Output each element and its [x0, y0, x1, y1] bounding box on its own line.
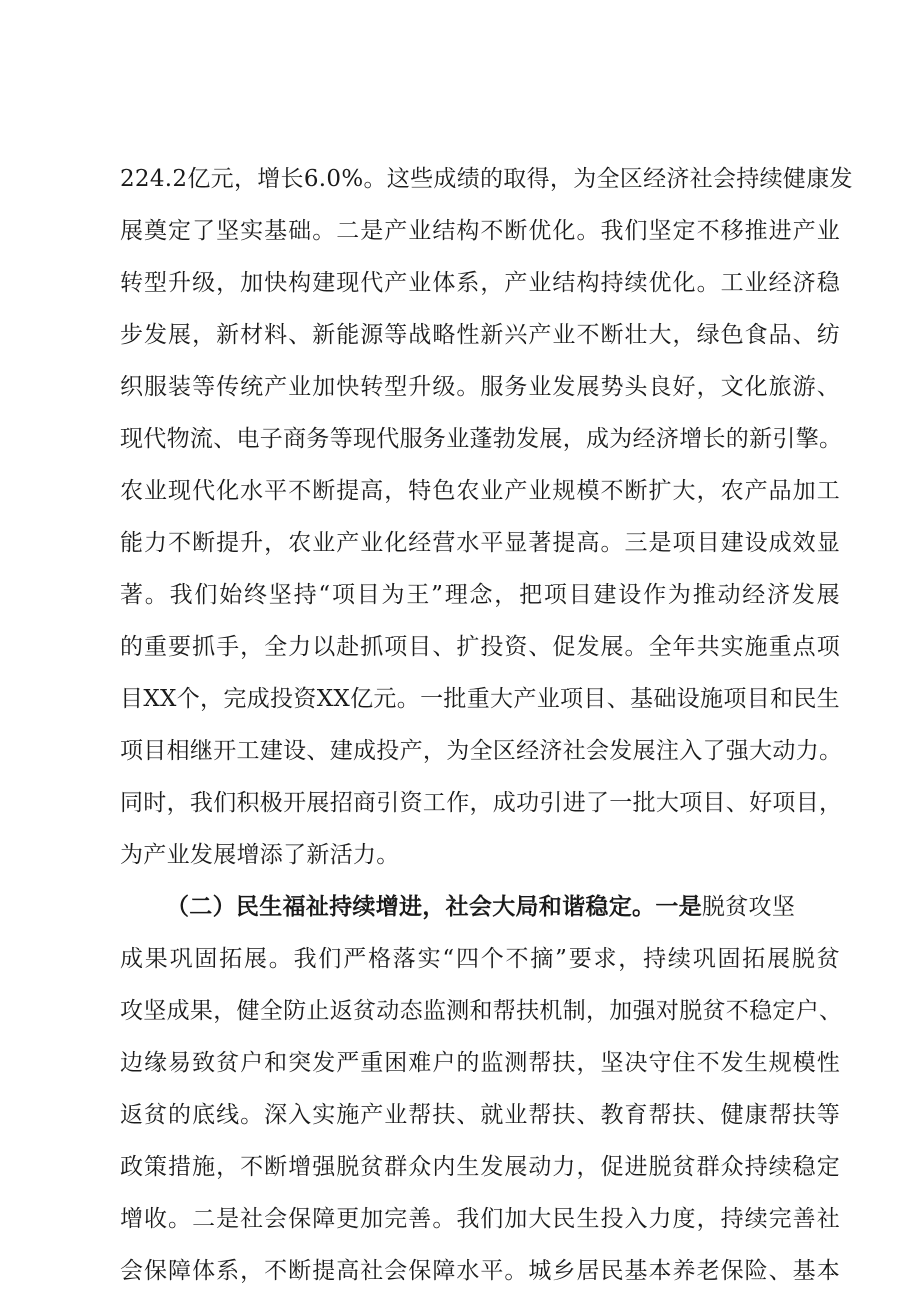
- paragraph-line: 成果巩固拓展。我们严格落实“四个不摘”要求，持续巩固拓展脱贫: [120, 946, 840, 972]
- section-heading-rest: 脱贫攻坚: [701, 894, 796, 920]
- section-lead: 一是: [655, 893, 702, 920]
- paragraph-line: 能力不断提升，农业产业化经营水平显著提高。三是项目建设成效显: [120, 530, 840, 556]
- line-text: 亿元，增长6.0%。这些成绩的取得，为全区经济社会持续健康发: [187, 166, 853, 192]
- section-heading-line: [166, 887, 840, 927]
- paragraph-line: 同时，我们积极开展招商引资工作，成功引进了一批大项目、好项目，: [120, 790, 843, 816]
- paragraph-line: 目XX个，完成投资XX亿元。一批重大产业项目、基础设施项目和民生: [120, 686, 840, 712]
- paragraph-line: 著。我们始终坚持“项目为王”理念，把项目建设作为推动经济发展: [120, 582, 840, 608]
- paragraph-line: 攻坚成果，健全防止返贫动态监测和帮扶机制，加强对脱贫不稳定户、: [120, 998, 843, 1024]
- paragraph-line: 的重要抓手，全力以赴抓项目、扩投资、促发展。全年共实施重点项: [120, 634, 840, 660]
- paragraph-line: 转型升级，加快构建现代产业体系，产业结构持续优化。工业经济稳: [120, 270, 840, 296]
- paragraph-line: 返贫的底线。深入实施产业帮扶、就业帮扶、教育帮扶、健康帮扶等: [120, 1102, 840, 1128]
- paragraph-line: 现代物流、电子商务等现代服务业蓬勃发展，成为经济增长的新引擎。: [120, 426, 843, 452]
- paragraph-line: 展奠定了坚实基础。二是产业结构不断优化。我们坚定不移推进产业: [120, 218, 840, 244]
- paragraph-line: 增收。二是社会保障更加完善。我们加大民生投入力度，持续完善社: [120, 1206, 840, 1232]
- paragraph-line: 政策措施，不断增强脱贫群众内生发展动力，促进脱贫群众持续稳定: [120, 1154, 840, 1180]
- section-heading: （二）民生福祉持续增进，社会大局和谐稳定。: [166, 893, 656, 920]
- paragraph-line: 会保障体系，不断提高社会保障水平。城乡居民基本养老保险、基本: [120, 1258, 840, 1284]
- paragraph-line: 边缘易致贫户和突发严重困难户的监测帮扶，坚决守住不发生规模性: [120, 1050, 840, 1076]
- paragraph-line: 步发展，新材料、新能源等战略性新兴产业不断壮大，绿色食品、纺: [120, 322, 840, 348]
- figure-text: 224.2: [120, 166, 188, 192]
- paragraph-line: [120, 159, 853, 199]
- paragraph-line: 项目相继开工建设、建成投产，为全区经济社会发展注入了强大动力。: [120, 738, 843, 764]
- paragraph-line: 织服装等传统产业加快转型升级。服务业发展势头良好，文化旅游、: [120, 374, 840, 400]
- paragraph-line-last: 为产业发展增添了新活力。: [120, 842, 400, 868]
- paragraph-line: 农业现代化水平不断提高，特色农业产业规模不断扩大，农产品加工: [120, 478, 840, 504]
